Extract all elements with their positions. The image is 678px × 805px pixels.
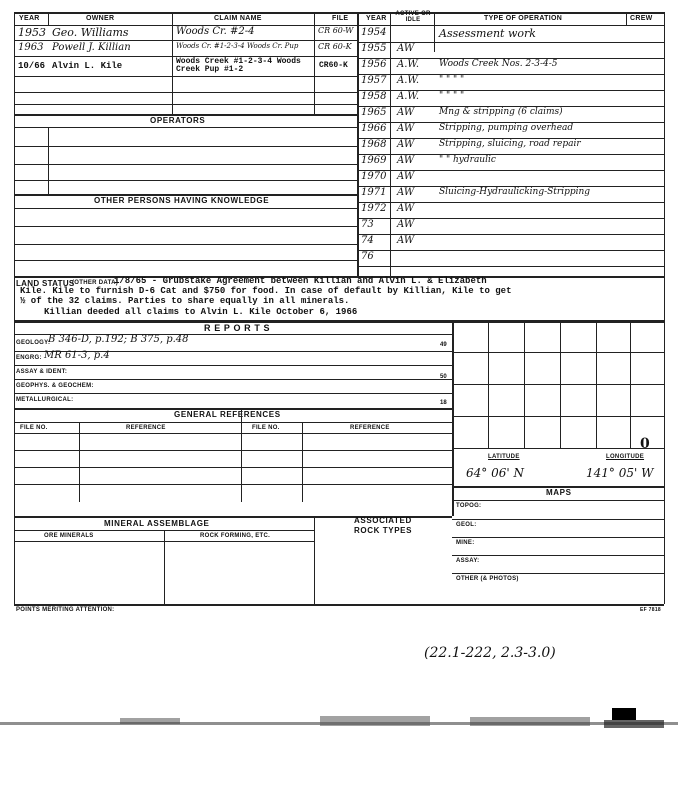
operation-type: " " " " bbox=[439, 75, 465, 85]
maps-other: OTHER (& PHOTOS) bbox=[456, 576, 519, 582]
maps-header-rule bbox=[452, 500, 664, 501]
maps-rule-1 bbox=[452, 519, 664, 520]
operation-row bbox=[357, 154, 664, 171]
claim-col-divider bbox=[172, 12, 173, 114]
operation-status: AW bbox=[397, 123, 415, 134]
operation-row bbox=[357, 218, 664, 235]
header-active-idle: ACTIVE OR IDLE bbox=[395, 11, 431, 23]
longitude-label: LONGITUDE bbox=[606, 454, 645, 460]
header-crew: CREW bbox=[630, 15, 653, 22]
operation-status: AW bbox=[397, 171, 415, 182]
others-rule-3 bbox=[14, 244, 357, 245]
operation-status: AW bbox=[397, 107, 415, 118]
operators-rule-1 bbox=[14, 127, 357, 128]
others-rule-2 bbox=[14, 226, 357, 227]
others-rule-1 bbox=[14, 208, 357, 209]
others-label: OTHER PERSONS HAVING KNOWLEDGE bbox=[94, 196, 270, 205]
scan-noise-band bbox=[0, 708, 678, 740]
operation-year: 1957 bbox=[361, 75, 387, 86]
land-status-line-1: 1/8/65 - Grubstake Agreement between Killian and Alvin L. & Elizabeth bbox=[114, 276, 487, 286]
operation-year: 1955 bbox=[361, 43, 387, 54]
reports-rule-4 bbox=[14, 393, 452, 394]
operation-status: AW bbox=[397, 187, 415, 198]
operation-status: AW bbox=[397, 155, 415, 166]
header-file: FILE bbox=[332, 15, 349, 22]
land-status-line-4: Killian deeded all claims to Alvin L. Kile October 6, 1966 bbox=[44, 307, 358, 317]
operation-type: Stripping, sluicing, road repair bbox=[439, 139, 581, 149]
general-refs-title: GENERAL REFERENCES bbox=[174, 410, 281, 419]
report-num-50: 50 bbox=[440, 374, 447, 380]
geology-label: GEOLOGY: bbox=[16, 340, 51, 346]
operation-type: Mng & stripping (6 claims) bbox=[439, 107, 563, 117]
operation-year: 1972 bbox=[361, 203, 387, 214]
card-top-border bbox=[14, 12, 664, 14]
operation-status: A.W. bbox=[397, 91, 420, 102]
assay-label: ASSAY & IDENT: bbox=[16, 369, 68, 375]
operation-year: 1965 bbox=[361, 107, 387, 118]
operation-row bbox=[357, 90, 664, 107]
owner-year-3: 10/66 bbox=[18, 61, 46, 71]
operation-year: 1968 bbox=[361, 139, 387, 150]
points-meriting-label: POINTS MERITING ATTENTION: bbox=[16, 607, 115, 613]
land-status-sublabel: (OTHER DATA) bbox=[72, 280, 119, 286]
operation-row bbox=[357, 138, 664, 155]
operators-label: OPERATORS bbox=[150, 116, 206, 125]
operators-rule-3 bbox=[14, 164, 357, 165]
operation-year: 1970 bbox=[361, 171, 387, 182]
owner-rule-3 bbox=[14, 76, 357, 77]
ore-minerals-label: ORE MINERALS bbox=[44, 533, 94, 539]
associated-title-1: ASSOCIATED bbox=[354, 516, 412, 525]
operation-year: 76 bbox=[361, 251, 374, 262]
grid-bottom-rule bbox=[452, 448, 664, 449]
coordinates-note: (22.1-222, 2.3-3.0) bbox=[424, 645, 556, 661]
report-num-49: 49 bbox=[440, 342, 447, 348]
operation-row bbox=[357, 202, 664, 219]
report-num-18: 18 bbox=[440, 400, 447, 406]
operation-type: " " hydraulic bbox=[439, 155, 496, 165]
associated-divider bbox=[314, 516, 315, 604]
reports-top-rule bbox=[14, 320, 664, 323]
header-year: YEAR bbox=[19, 15, 40, 22]
header-claim-name: CLAIM NAME bbox=[214, 15, 262, 22]
operation-type: Assessment work bbox=[439, 27, 536, 40]
land-status-line-2: Kile. Kile to furnish D-6 Cat and $750 for food. In case of default by Killian, Kile to get bbox=[20, 286, 512, 296]
maps-title: MAPS bbox=[546, 488, 572, 497]
latitude-label: LATITUDE bbox=[488, 454, 520, 460]
others-rule-4 bbox=[14, 260, 357, 261]
owner-file-1: CR 60-W bbox=[318, 26, 354, 35]
metallurgical-label: METALLURGICAL: bbox=[16, 397, 74, 403]
geophys-label: GEOPHYS. & GEOCHEM: bbox=[16, 383, 94, 389]
operation-status: AW bbox=[397, 43, 415, 54]
card-right-border bbox=[664, 12, 665, 604]
operation-row bbox=[357, 250, 664, 267]
maps-rule-3 bbox=[452, 555, 664, 556]
general-refs-col-3 bbox=[302, 422, 303, 502]
location-circle: 0 bbox=[640, 436, 650, 452]
owner-claim-2: Woods Cr. #1-2-3-4 Woods Cr. Pup bbox=[176, 42, 299, 50]
operation-status: AW bbox=[397, 203, 415, 214]
card-left-border bbox=[14, 12, 15, 604]
owner-name-1: Geo. Williams bbox=[52, 26, 129, 39]
maps-assay: ASSAY: bbox=[456, 558, 480, 564]
owner-rule-5 bbox=[14, 104, 357, 105]
operation-status: AW bbox=[397, 219, 415, 230]
land-status-label: LAND STATUS bbox=[16, 279, 75, 288]
owner-rule-2 bbox=[14, 56, 357, 57]
operation-type: Stripping, pumping overhead bbox=[439, 123, 574, 133]
associated-title-2: ROCK TYPES bbox=[354, 526, 413, 535]
maps-geol: GEOL: bbox=[456, 522, 477, 528]
maps-topog: TOPOG: bbox=[456, 503, 482, 509]
grid-row-1 bbox=[452, 352, 664, 353]
operators-col-divider bbox=[48, 127, 49, 195]
longitude-value: 141° 05' W bbox=[586, 466, 654, 480]
land-status-line-3: ½ of the 32 claims. Parties to share equally in all minerals. bbox=[20, 296, 350, 306]
maps-rule-2 bbox=[452, 537, 664, 538]
points-top-rule bbox=[14, 604, 664, 606]
operation-year: 1971 bbox=[361, 187, 387, 198]
reports-title: R E P O R T S bbox=[204, 323, 271, 333]
crew-divider bbox=[626, 12, 627, 26]
operation-row bbox=[357, 106, 664, 123]
owner-year-1: 1953 bbox=[18, 26, 46, 39]
owner-file-3: CR60-K bbox=[319, 61, 348, 70]
operation-status: AW bbox=[397, 139, 415, 150]
operation-year: 1958 bbox=[361, 91, 387, 102]
rock-forming-label: ROCK FORMING, ETC. bbox=[200, 533, 271, 539]
mineral-record-card bbox=[14, 8, 664, 613]
operation-row bbox=[357, 74, 664, 91]
operation-row bbox=[357, 170, 664, 187]
operators-rule-4 bbox=[14, 180, 357, 181]
owner-name-2: Powell J. Killian bbox=[52, 42, 131, 53]
maps-rule-4 bbox=[452, 573, 664, 574]
operation-row bbox=[357, 58, 664, 75]
grid-row-2 bbox=[452, 384, 664, 385]
general-refs-file-no: FILE NO. bbox=[20, 425, 48, 431]
grid-row-3 bbox=[452, 416, 664, 417]
operators-rule-2 bbox=[14, 146, 357, 147]
general-refs-file-no-2: FILE NO. bbox=[252, 425, 280, 431]
reports-rule-2 bbox=[14, 365, 452, 366]
operation-year: 1969 bbox=[361, 155, 387, 166]
operation-year: 73 bbox=[361, 219, 374, 230]
header-year-ops: YEAR bbox=[366, 15, 387, 22]
owner-name-3: Alvin L. Kile bbox=[52, 61, 123, 71]
owner-rule-4 bbox=[14, 92, 357, 93]
operation-year: 1966 bbox=[361, 123, 387, 134]
latitude-value: 64° 06' N bbox=[466, 466, 524, 480]
owner-rule-1 bbox=[14, 40, 357, 41]
general-refs-reference-2: REFERENCE bbox=[350, 425, 390, 431]
geology-value: B 346-D, p.192; B 375, p.48 bbox=[48, 334, 189, 345]
form-code: EF 7818 bbox=[640, 607, 662, 613]
general-refs-col-1 bbox=[79, 422, 80, 502]
reports-rule-3 bbox=[14, 379, 452, 380]
header-owner: OWNER bbox=[86, 15, 115, 22]
owner-file-2: CR 60-K bbox=[318, 42, 352, 51]
operation-year: 74 bbox=[361, 235, 374, 246]
mineral-assemblage-title: MINERAL ASSEMBLAGE bbox=[104, 519, 210, 528]
operation-status: AW bbox=[397, 235, 415, 246]
owner-claim-1: Woods Cr. #2-4 bbox=[176, 26, 255, 37]
operation-year: 1956 bbox=[361, 59, 387, 70]
operation-row bbox=[357, 42, 664, 59]
file-col-divider bbox=[314, 12, 315, 114]
header-type-of-operation: TYPE OF OPERATION bbox=[484, 15, 563, 22]
operation-year: 1954 bbox=[361, 27, 387, 38]
general-refs-col-2 bbox=[241, 408, 242, 502]
engrg-label: ENGRG: bbox=[16, 355, 42, 361]
operation-row bbox=[357, 26, 664, 43]
mineral-col-divider bbox=[164, 530, 165, 604]
maps-mine: MINE: bbox=[456, 540, 475, 546]
operation-type: " " " " bbox=[439, 91, 465, 101]
owner-year-2: 1963 bbox=[18, 42, 44, 53]
general-refs-reference: REFERENCE bbox=[126, 425, 166, 431]
engrg-value: MR 61-3, p.4 bbox=[44, 350, 110, 361]
operation-row bbox=[357, 122, 664, 139]
operation-status: A.W. bbox=[397, 59, 420, 70]
operation-type: Sluicing-Hydraulicking-Stripping bbox=[439, 187, 591, 197]
operation-row bbox=[357, 234, 664, 251]
owner-col-divider bbox=[48, 12, 49, 26]
operation-status: A.W. bbox=[397, 75, 420, 86]
operation-row bbox=[357, 186, 664, 203]
owner-claim-3: Woods Creek #1-2-3-4 Woods Creek Pup #1-2 bbox=[176, 57, 301, 74]
operation-type: Woods Creek Nos. 2-3-4-5 bbox=[439, 59, 558, 69]
